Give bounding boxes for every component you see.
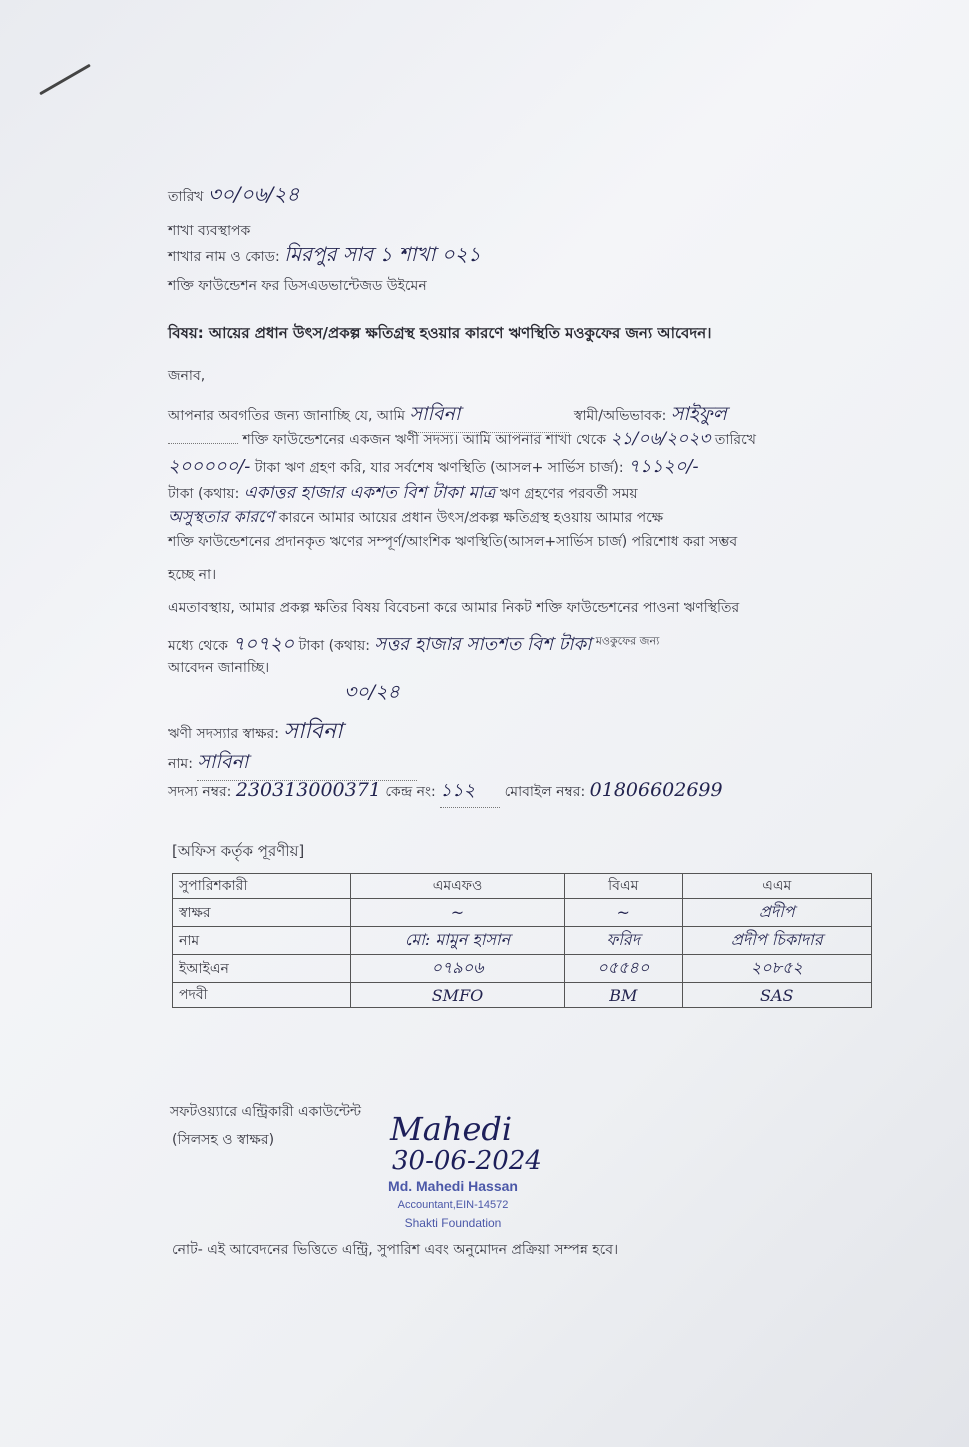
name-label: নাম: <box>168 756 193 772</box>
table-row <box>173 927 872 955</box>
table-row <box>173 983 872 1008</box>
waive-amount-field: ৭০৭২০ <box>232 633 295 655</box>
member-name-field: সাবিনা <box>409 400 569 433</box>
body-text: ঋণ গ্রহণের পরবর্তী সময় <box>499 486 638 502</box>
table-row <box>173 899 872 927</box>
mfo-name: মো: মামুন হাসান <box>351 927 565 955</box>
am-designation: SAS <box>682 983 872 1008</box>
bm-name: ফরিদ <box>565 927 682 955</box>
body-line-6: শক্তি ফাউন্ডেশনের প্রদানকৃত ঋণের সম্পূর্ণ/আংশিক ঋণস্থিতি(আসল+সার্ভিস চার্জ) পরিশোধ করা সম্ভব <box>168 534 738 550</box>
organization-line: শক্তি ফাউন্ডেশন ফর ডিসএডভান্টেজড উইমেন <box>168 278 427 294</box>
row-label: পদবী <box>173 983 351 1008</box>
balance-words-field: একাত্তর হাজার একশত বিশ টাকা মাত্র <box>243 483 496 503</box>
salutation: জনাব, <box>168 368 206 384</box>
am-ein: ২০৮৫২ <box>682 955 872 983</box>
mfo-signature: ~ <box>351 899 565 927</box>
guardian-field: সাইফুল <box>670 403 727 425</box>
center-label: কেন্দ্র নং: <box>385 784 436 800</box>
body-text: টাকা (কথায়: <box>298 638 370 654</box>
member-number-line <box>168 776 723 808</box>
body-text: মধ্যে থেকে <box>168 638 228 654</box>
mfo-ein: ০৭৯০৬ <box>351 955 565 983</box>
header-am: এএম <box>682 874 872 899</box>
body-text: টাকা (কথায়: <box>168 486 240 502</box>
signature-label: ঋণী সদস্যার স্বাক্ষর: <box>168 726 279 742</box>
office-caption: [অফিস কর্তৃক পূরণীয়] <box>172 842 305 860</box>
bm-designation: BM <box>565 983 682 1008</box>
date-value: ৩০/০৬/২৪ <box>207 182 300 206</box>
body-line-2 <box>168 426 756 454</box>
pen-stroke-mark <box>39 64 91 96</box>
body-text: মওকুফের জন্য <box>595 634 660 648</box>
body-text: কারনে আমার আয়ের প্রধান উৎস/প্রকল্প ক্ষতিগ্রস্থ হওয়ায় আমার পক্ষে <box>278 510 664 526</box>
body-line-10: আবেদন জানাচ্ছি। <box>168 660 270 676</box>
date-line <box>168 180 299 213</box>
header-bm: বিএম <box>565 874 682 899</box>
reason-field: অসুস্থতার কারণে <box>168 507 275 526</box>
body-line-7: হচ্ছে না। <box>168 567 217 583</box>
branch-label: শাখার নাম ও কোড: <box>168 249 280 265</box>
bm-signature: ~ <box>565 899 682 927</box>
stamp-name: Md. Mahedi Hassan <box>388 1178 518 1194</box>
loan-amount-field: ২০০০০০/- <box>168 456 251 477</box>
bm-ein: ০৫৫৪০ <box>565 955 682 983</box>
body-line-3 <box>168 452 699 483</box>
office-table <box>172 873 872 1008</box>
center-number: ১১২ <box>440 776 500 808</box>
mobile-number: 01806602699 <box>589 779 723 801</box>
signature-note: ৩০/২৪ <box>344 681 400 703</box>
member-signature-line <box>168 714 342 751</box>
loan-date-field: ২১/০৬/২০২৩ <box>610 429 711 449</box>
waive-words-field: সত্তর হাজার সাতশত বিশ টাকা <box>374 634 592 655</box>
am-name: প্রদীপ চিকাদার <box>682 927 872 955</box>
balance-field: ৭১১২০/- <box>628 456 699 477</box>
body-text: শক্তি ফাউন্ডেশনের একজন ঋণী সদস্য। আমি আপনার শাখা থেকে <box>242 432 607 448</box>
branch-line <box>168 240 481 273</box>
body-line-5 <box>168 504 663 531</box>
row-label: স্বাক্ষর <box>173 899 351 927</box>
accountant-subtitle: (সিলসহ ও স্বাক্ষর) <box>172 1132 275 1148</box>
member-name: সাবিনা <box>197 748 417 781</box>
member-number: 230313000371 <box>235 779 381 801</box>
am-signature: প্রদীপ <box>682 899 872 927</box>
footer-note: নোট- এই আবেদনের ভিত্তিতে এন্ট্রি, সুপারিশ এবং অনুমোদন প্রক্রিয়া সম্পন্ন হবে। <box>172 1242 619 1258</box>
mfo-designation: SMFO <box>351 983 565 1008</box>
table-row <box>173 955 872 983</box>
stamp-title: Accountant,EIN-14572 <box>397 1199 509 1211</box>
body-line-8: এমতাবস্থায়, আমার প্রকল্প ক্ষতির বিষয় বিবেচনা করে আমার নিকট শক্তি ফাউন্ডেশনের পাওনা ঋণস্থিতির <box>168 600 740 616</box>
row-label: নাম <box>173 927 351 955</box>
body-text: আপনার অবগতির জন্য জানাচ্ছি যে, আমি <box>168 408 406 424</box>
row-label: ইআইএন <box>173 955 351 983</box>
stamp-organization: Shakti Foundation <box>404 1216 502 1230</box>
member-signature: সাবিনা <box>283 719 343 744</box>
body-text: স্বামী/অভিভাবক: <box>573 408 667 424</box>
header-mfo: এমএফও <box>351 874 565 899</box>
header-recommender: সুপারিশকারী <box>173 874 351 899</box>
date-label: তারিখ <box>168 189 204 205</box>
accountant-signature: Mahedi <box>390 1110 513 1148</box>
accountant-title: সফটওয়্যারে এন্ট্রিকারী একাউন্টেন্ট <box>170 1104 362 1120</box>
body-text: তারিখে <box>714 432 756 448</box>
member-number-label: সদস্য নম্বর: <box>168 784 232 800</box>
addressee: শাখা ব্যবস্থাপক <box>168 223 251 239</box>
branch-value: মিরপুর সাব ১ শাখা ০২১ <box>284 242 481 266</box>
mobile-label: মোবাইল নম্বর: <box>504 784 586 800</box>
subject-line: বিষয়: আয়ের প্রধান উৎস/প্রকল্প ক্ষতিগ্রস্থ হওয়ার কারণে ঋণস্থিতি মওকুফের জন্য আবেদন। <box>168 324 712 342</box>
body-text: টাকা ঋণ গ্রহণ করি, যার সর্বশেষ ঋণস্থিতি (আসল+ সার্ভিস চার্জ): <box>254 460 624 476</box>
accountant-date: 30-06-2024 <box>392 1146 542 1176</box>
table-header-row <box>173 874 872 899</box>
